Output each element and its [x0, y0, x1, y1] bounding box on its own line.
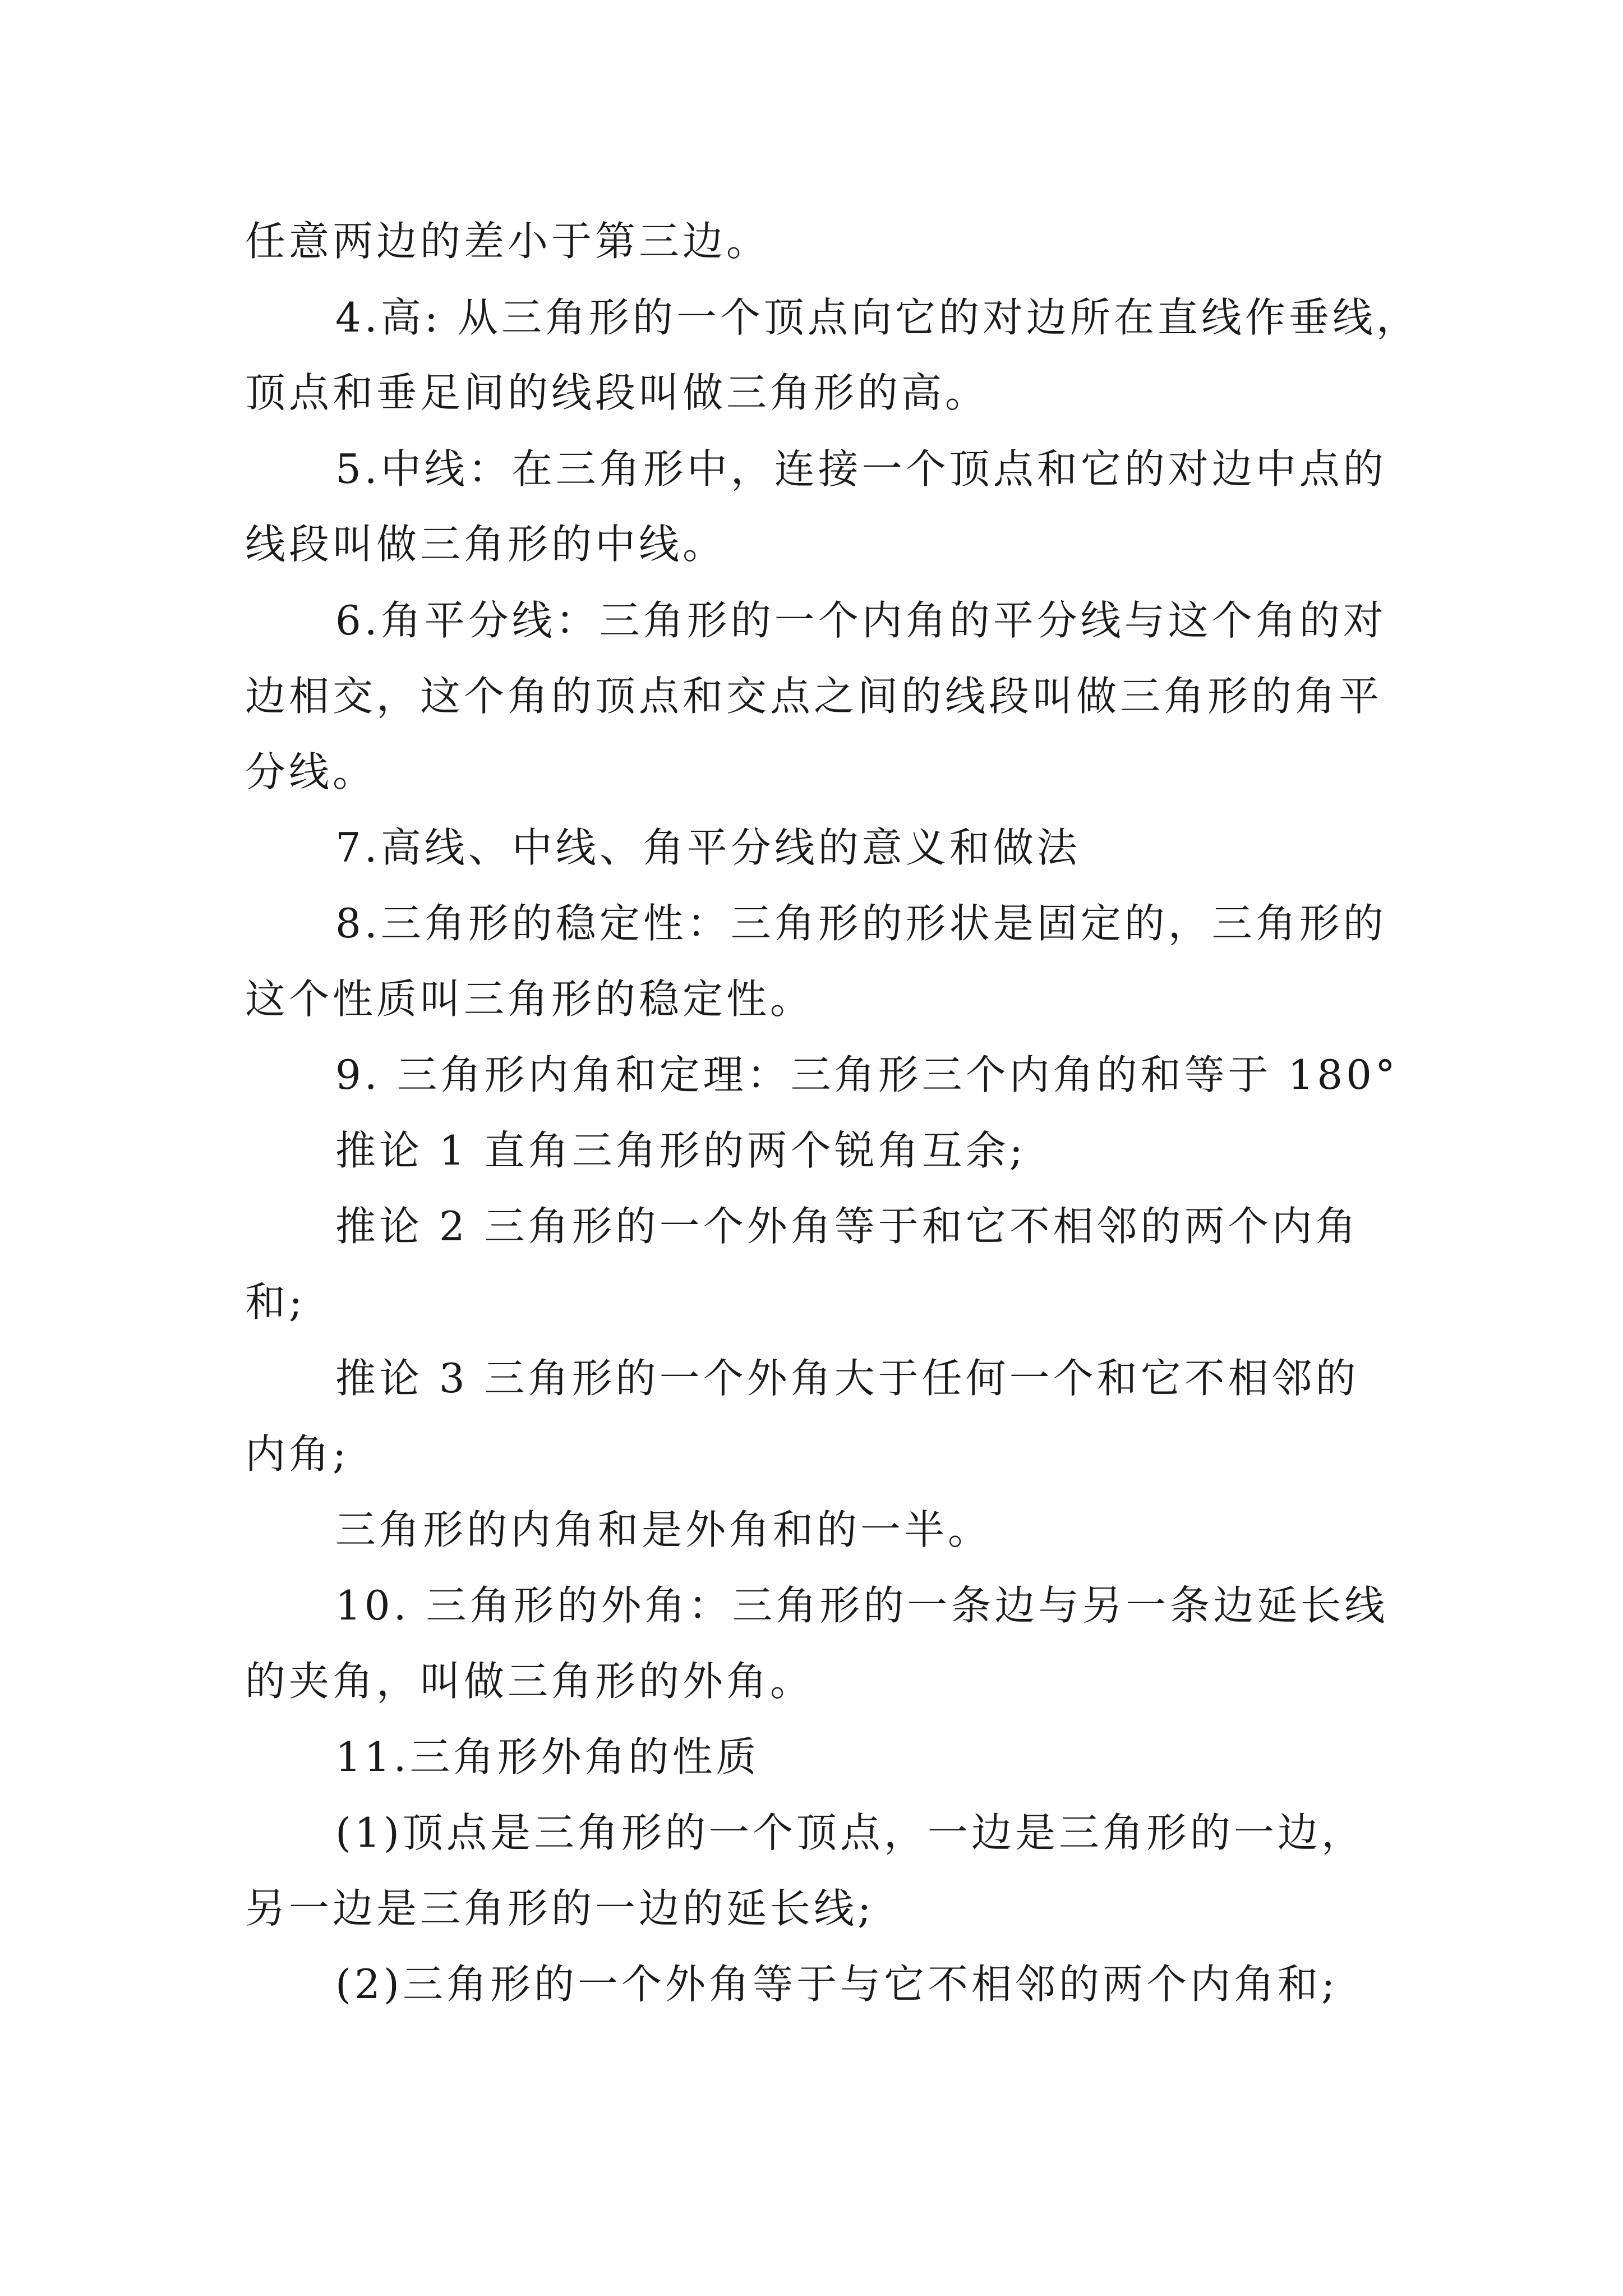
- text-line: 推论 2 三角形的一个外角等于和它不相邻的两个内角: [335, 1203, 1359, 1250]
- text-line: 7.高线、中线、角平分线的意义和做法: [335, 824, 1081, 871]
- text-line: 8.三角形的稳定性：三角形的形状是固定的，三角形的: [335, 900, 1387, 947]
- text-line: 三角形的内角和是外角和的一半。: [335, 1506, 992, 1553]
- text-line: 线段叫做三角形的中线。: [245, 521, 727, 568]
- text-line: 9. 三角形内角和定理：三角形三个内角的和等于 180°: [335, 1051, 1399, 1098]
- text-line: 边相交，这个角的顶点和交点之间的线段叫做三角形的角平: [245, 673, 1383, 720]
- text-line: 另一边是三角形的一边的延长线;: [245, 1885, 875, 1932]
- text-line: 10. 三角形的外角：三角形的一条边与另一条边延长线: [335, 1582, 1389, 1629]
- text-line: 和;: [245, 1278, 306, 1326]
- text-line: 5.中线：在三角形中，连接一个顶点和它的对边中点的: [335, 445, 1387, 493]
- text-line: 任意两边的差小于第三边。: [245, 218, 771, 265]
- text-line: 11.三角形外角的性质: [335, 1733, 760, 1780]
- text-line: 这个性质叫三角形的稳定性。: [245, 976, 814, 1023]
- text-line: 4.高: 从三角形的一个顶点向它的对边所在直线作垂线，: [335, 294, 1420, 341]
- text-line: (2)三角形的一个外角等于与它不相邻的两个内角和;: [335, 1961, 1339, 2008]
- text-line: 内角;: [245, 1430, 350, 1478]
- text-line: 推论 3 三角形的一个外角大于任何一个和它不相邻的: [335, 1355, 1359, 1402]
- text-line: 的夹角，叫做三角形的外角。: [245, 1658, 814, 1705]
- text-line: 顶点和垂足间的线段叫做三角形的高。: [245, 369, 989, 416]
- text-line: 分线。: [245, 748, 377, 795]
- text-line: (1)顶点是三角形的一个顶点，一边是三角形的一边，: [335, 1809, 1365, 1856]
- text-line: 推论 1 直角三角形的两个锐角互余;: [335, 1127, 1026, 1174]
- text-line: 6.角平分线：三角形的一个内角的平分线与这个角的对: [335, 597, 1387, 644]
